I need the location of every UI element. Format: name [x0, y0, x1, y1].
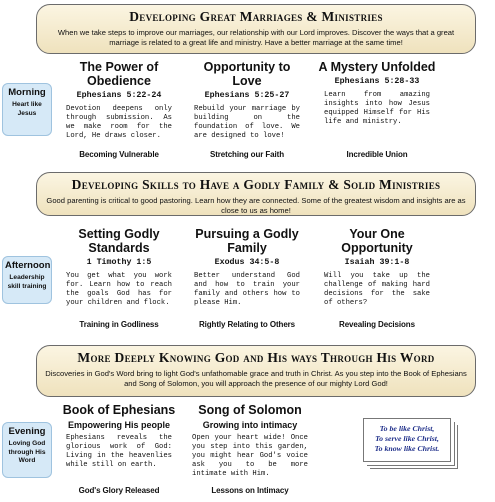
session-theme: Lessons on Intimacy: [211, 486, 289, 495]
scripture-reference: Isaiah 39:1-8: [344, 258, 410, 267]
session-name: Afternoon: [5, 260, 51, 271]
session-theme: Becoming Vulnerable: [79, 150, 159, 159]
session-description: Devotion deepens only through submission. As we make room for the Lord, He draws closer.: [66, 105, 172, 140]
session-title: Opportunity to Love: [203, 60, 291, 88]
session-name: Morning: [8, 87, 46, 98]
session-column: [60, 227, 178, 308]
session-theme: Stretching our Faith: [209, 150, 284, 159]
session-column: [318, 60, 436, 127]
session-title: Book of Ephesians: [62, 403, 176, 417]
session-theme: Rightly Relating to Others: [198, 320, 296, 329]
session-title: Song of Solomon: [198, 403, 302, 417]
banner-title: More Deeply Knowing God and His ways Through His Word: [77, 350, 435, 365]
session-badge-evening: [2, 422, 52, 478]
scripture-reference: Ephesians 5:28-33: [334, 77, 420, 86]
session-subtitle: Heart like Jesus: [12, 101, 42, 117]
motto-box: [363, 418, 451, 462]
session-description: Better understand God and how to train your family and others how to please Him.: [194, 272, 300, 307]
session-description: Ephesians reveals the glorious work of God: Living in the heavenlies while still on earth.: [66, 434, 172, 469]
banner-marriages: [36, 4, 476, 54]
session-column: [186, 403, 314, 479]
session-subtitle: Empowering His people: [67, 420, 170, 430]
motto-line: To be like Christ,: [379, 424, 435, 433]
banner-title: Developing Great Marriages & Ministries: [129, 9, 383, 24]
banner-family: [36, 172, 476, 216]
session-theme: God's Glory Released: [78, 486, 160, 495]
session-theme: Training in Godliness: [79, 320, 159, 329]
banner-description: When we take steps to improve our marriages, our relationship with our Lord improves. Discover the ways that a great marriage is related to a great life and ministry. Have a better marriage at the same time!: [57, 28, 455, 47]
scripture-reference: Exodus 34:5-8: [214, 258, 280, 267]
session-column: [60, 403, 178, 470]
session-theme: Incredible Union: [346, 150, 408, 159]
session-title: A Mystery Unfolded: [318, 60, 436, 74]
banner-title: Developing Skills to Have a Godly Family & Solid Ministries: [71, 177, 441, 192]
session-column: [188, 227, 306, 308]
scripture-reference: Ephesians 5:25-27: [204, 91, 290, 100]
session-title: Your One Opportunity: [341, 227, 413, 255]
session-column: [188, 60, 306, 141]
session-column: [318, 227, 436, 308]
session-title: The Power of Obedience: [79, 60, 159, 88]
banner-description: Discoveries in God's Word bring to light God's unfathomable grace and truth in Christ. As you step into the Book of Ephesians and Song of Solomon, you will approach the presence of our mighty Lord God!: [45, 369, 467, 388]
session-description: Rebuild your marriage by building on the foundation of love. We are designed to love!: [194, 105, 300, 140]
motto-line: To serve like Christ,: [375, 434, 439, 443]
session-title: Setting Godly Standards: [78, 227, 160, 255]
session-column: [60, 60, 178, 141]
banner-knowing-god: [36, 345, 476, 397]
session-name: Evening: [8, 426, 46, 437]
session-subtitle: Leadership skill training: [7, 274, 47, 290]
session-description: Open your heart wide! Once you step into this garden, you might hear God's voice ask you to be more intimate with Him.: [192, 434, 308, 478]
session-badge-afternoon: [2, 256, 52, 304]
session-description: Learn from amazing insights into how Jesus equipped Himself for His life and ministry.: [324, 91, 430, 126]
scripture-reference: 1 Timothy 1:5: [86, 258, 152, 267]
session-badge-morning: [2, 83, 52, 136]
scripture-reference: Ephesians 5:22-24: [76, 91, 162, 100]
session-description: You get what you work for. Learn how to reach the goals God has for your children and flock.: [66, 272, 172, 307]
session-title: Pursuing a Godly Family: [195, 227, 299, 255]
session-subtitle: Growing into intimacy: [202, 420, 298, 430]
session-theme: Revealing Decisions: [339, 320, 415, 329]
session-subtitle: Loving God through His Word: [8, 440, 46, 464]
banner-description: Good parenting is critical to good pastoring. Learn how they are connected. Some of the greatest wisdom and insights are as close to us as home!: [46, 196, 466, 215]
session-description: Will you take up the challenge of making hard decisions for the sake of others?: [324, 272, 430, 307]
motto-line: To know like Christ.: [374, 444, 440, 453]
